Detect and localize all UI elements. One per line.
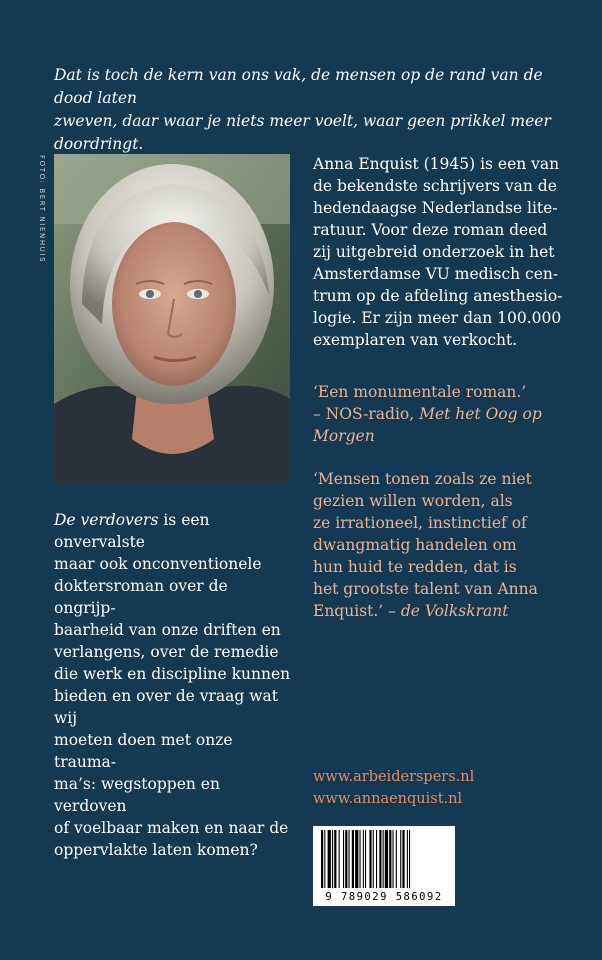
barcode-bar (373, 830, 374, 888)
website-link-annaenquist[interactable]: www.annaenquist.nl (313, 791, 463, 807)
isbn-number: 9 789029 586092 (325, 891, 443, 903)
barcode-bars (319, 830, 449, 888)
barcode-bar (376, 830, 377, 888)
author-photo (54, 154, 290, 484)
review-source: de Volkskrant (400, 602, 509, 620)
barcode-bar (334, 830, 336, 888)
bio-line: ratuur. Voor deze roman deed (313, 221, 548, 239)
desc-first-line (54, 509, 294, 553)
bio-line: Amsterdamse VU medisch cen- (313, 265, 559, 283)
review-quote: ‘Een monumentale roman.’ (313, 383, 527, 401)
barcode-bar (343, 830, 344, 888)
epigraph-line-2: zweven, daar waar je niets meer voelt, waar geen prikkel meer doordringt. (54, 112, 551, 153)
desc-line: doktersroman over de ongrijp- (54, 577, 228, 617)
bio-line: trum op de afdeling anesthesio- (313, 287, 563, 305)
author-bio (313, 153, 583, 351)
barcode-bar (345, 830, 347, 888)
review-last-text: Enquist.’ – (313, 602, 401, 620)
review-source-title: Met het Oog op (419, 405, 542, 423)
desc-line: bieden en over de vraag wat wij (54, 687, 278, 727)
website-link-arbeiderspers[interactable]: www.arbeiderspers.nl (313, 769, 475, 785)
bio-line: Anna Enquist (1945) is een van (313, 155, 560, 173)
desc-line: ma’s: wegstoppen en verdoven (54, 775, 220, 815)
epigraph-line-1: Dat is toch de kern van ons vak, de mensen op de rand van de dood laten (54, 66, 543, 107)
barcode-bar (360, 830, 361, 888)
bio-line: hedendaagse Nederlandse lite- (313, 199, 558, 217)
barcode-bar (352, 830, 354, 888)
barcode-bar (332, 830, 333, 888)
review-line: dwangmatig handelen om (313, 536, 517, 554)
review-line: gezien willen worden, als (313, 492, 513, 510)
bio-line: exemplaren van verkocht. (313, 331, 518, 349)
barcode-bar (409, 830, 410, 888)
bio-line: de bekendste schrijvers van de (313, 177, 557, 195)
barcode-bar (383, 830, 384, 888)
desc-line: maar ook onconventionele (54, 555, 262, 573)
barcode-bar (328, 830, 331, 888)
barcode-bar (393, 830, 394, 888)
desc-line: verlangens, over de remedie (54, 643, 279, 661)
review-line: ‘Mensen tonen zoals ze niet (313, 470, 532, 488)
barcode-bar (385, 830, 388, 888)
barcode-bar (400, 830, 401, 888)
barcode-bar (321, 830, 323, 888)
review-nos (313, 381, 583, 447)
desc-text: is een onvervalste (54, 511, 210, 551)
book-title: De verdovers (54, 511, 159, 529)
barcode-bar (324, 830, 325, 888)
desc-line: of voelbaar maken en naar de (54, 819, 289, 837)
review-line: het grootste talent van Anna (313, 580, 538, 598)
photo-credit: FOTO: BERT NIENHUIS (38, 155, 46, 264)
bio-line: logie. Er zijn meer dan 100.000 (313, 309, 562, 327)
desc-line: baarheid van onze driften en (54, 621, 281, 639)
desc-line: die werk en discipline kunnen (54, 665, 291, 683)
barcode-bar (396, 830, 397, 888)
review-source-title-cont: Morgen (313, 427, 375, 445)
barcode-bar (407, 830, 408, 888)
barcode-bar (389, 830, 391, 888)
review-volkskrant (313, 468, 583, 622)
book-description (54, 509, 294, 861)
review-line: hun huid te redden, dat is (313, 558, 517, 576)
desc-line: moeten doen met onze trauma- (54, 731, 233, 771)
review-last-line (313, 600, 583, 622)
barcode-bar (369, 830, 371, 888)
bio-line: zij uitgebreid onderzoek in het (313, 243, 555, 261)
barcode-bar (355, 830, 358, 888)
barcode-bar (363, 830, 364, 888)
barcode (313, 826, 455, 906)
barcode-bar (339, 830, 340, 888)
desc-line: oppervlakte laten komen? (54, 841, 258, 859)
review-line: ze irrationeel, instinctief of (313, 514, 527, 532)
barcode-bar (379, 830, 381, 888)
barcode-bar (365, 830, 366, 888)
epigraph-quote (54, 64, 574, 156)
review-source-prefix: – NOS-radio, (313, 405, 420, 423)
barcode-bar (349, 830, 350, 888)
barcode-bar (402, 830, 404, 888)
review-source (313, 403, 583, 425)
websites (313, 766, 583, 810)
